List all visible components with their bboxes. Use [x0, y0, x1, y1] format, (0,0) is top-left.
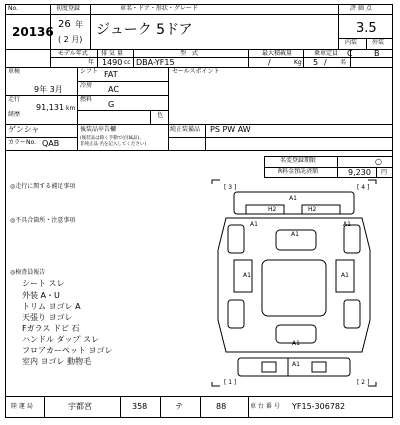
recycle-deposit-unit: 円 — [381, 169, 388, 176]
inspection-label: 車検 — [8, 68, 21, 75]
damage-mark: A1 — [292, 361, 300, 368]
land-office-label: 陸 運 局 — [11, 403, 33, 410]
damage-mark: A1 — [243, 272, 251, 279]
interior-grade: C — [347, 49, 353, 58]
report-line: トリム ヨゴレ A — [22, 302, 81, 311]
model-year-label: モデル年式 — [58, 50, 88, 57]
damage-mark: A1 — [250, 221, 258, 228]
shift-label: シフト — [80, 68, 99, 75]
color-label: 色 — [157, 112, 164, 119]
shift-value: FAT — [104, 70, 118, 79]
recycle-deposit-value: 9,230 — [348, 168, 371, 177]
chassis-label: 車 台 番 号 — [250, 403, 280, 410]
land-office-value: 宇都宮 — [68, 402, 92, 411]
report-line: フロアカーペット ヨゴレ — [22, 346, 113, 355]
selling-points-label: セールスポイント — [172, 68, 220, 75]
displacement-label: 排 気 量 — [101, 50, 123, 57]
evaluation-score: 3.5 — [356, 21, 377, 36]
svg-text:[ 1 ]: [ 1 ] — [224, 379, 237, 386]
svg-text:[ 3 ]: [ 3 ] — [224, 184, 237, 191]
inspector-report-heading: ◎検査員報告 — [10, 269, 46, 276]
load-label: 最大積載量 — [262, 50, 293, 57]
damage-mark: H2 — [268, 206, 277, 213]
lot-number: 20136 — [12, 25, 54, 39]
car-name-label: 車名・ドア・形状・グレード — [120, 5, 198, 12]
first-registration-label: 初度登録 — [56, 5, 81, 12]
exterior-label: 外装 — [372, 39, 385, 46]
no-label: No. — [8, 5, 18, 12]
supplement-heading: ◎走行に関する補足事項 — [10, 183, 76, 190]
history-label: 経歴 — [8, 111, 21, 118]
options-note-2: 非純正品 名を記入してください) — [80, 142, 147, 147]
options-label: 後装品申告欄 — [80, 126, 117, 133]
load-unit: Kg — [294, 59, 302, 66]
name-change-label: 名変登録期限 — [280, 157, 317, 164]
color-code-value: QAB — [42, 139, 60, 148]
registration-year-unit: 年 — [75, 20, 83, 29]
genuine-equipment-value: PS PW AW — [210, 125, 251, 134]
genuine-equipment-label: 純正装備品 — [170, 126, 201, 133]
plate-number-class: 358 — [132, 402, 148, 411]
displacement-value: 1490 — [102, 58, 123, 67]
report-line: 室内 ヨゴレ 動物毛 — [22, 357, 92, 366]
ac-label: 冷房 — [80, 82, 93, 89]
capacity-label: 乗車定員 — [314, 50, 339, 57]
fuel-label: 燃料 — [80, 96, 93, 103]
damage-mark: A1 — [292, 340, 300, 347]
score-label: 評 価 点 — [350, 5, 372, 12]
registration-year: 26 — [58, 19, 71, 30]
history-value: ゲンシャ — [8, 125, 40, 134]
capacity-unit: 名 — [340, 59, 347, 66]
car-name: ジューク 5ドア — [96, 22, 193, 38]
defects-heading: ◎不具合箇所・注意事項 — [10, 217, 76, 224]
report-line: Fガラス ドビ 石 — [22, 324, 80, 333]
svg-text:[ 4 ]: [ 4 ] — [357, 184, 370, 191]
recycle-deposit-label: R料金預託済額 — [278, 168, 319, 175]
mileage-value: 91,131 — [36, 103, 64, 112]
damage-mark: A1 — [341, 272, 349, 279]
ac-value: AC — [108, 85, 119, 94]
damage-mark: A1 — [343, 221, 351, 228]
plate-number: 88 — [216, 402, 227, 411]
inspection-value: 9年 3月 — [34, 85, 63, 94]
capacity-value: 5 — [313, 58, 319, 67]
damage-mark: A1 — [289, 195, 297, 202]
svg-text:[ 2 ]: [ 2 ] — [357, 379, 370, 386]
type-value: DBA-YF15 — [136, 58, 175, 67]
registration-month: ( 2 月) — [58, 35, 83, 44]
report-line: 外装 A・U — [22, 291, 60, 300]
mileage-label: 走行 — [8, 96, 21, 103]
chassis-number: YF15-306782 — [292, 402, 346, 411]
type-label: 型 式 — [180, 50, 199, 57]
model-year-suffix: 年 — [88, 59, 95, 66]
exterior-grade: B — [374, 49, 380, 58]
capacity-slash: / — [324, 58, 327, 67]
mileage-unit: km — [66, 105, 76, 112]
report-line: ハンドル ダップ スレ — [22, 335, 100, 344]
color-code-label: カラーNo. — [8, 139, 36, 146]
plate-kana: テ — [175, 402, 183, 411]
report-line: 天張り ヨゴレ — [22, 313, 73, 322]
damage-mark: A1 — [291, 231, 299, 238]
fuel-value: G — [108, 100, 115, 109]
report-line: シート スレ — [22, 279, 65, 288]
displacement-unit: cc — [124, 59, 131, 66]
options-note-1: (後装品は除く手動で(付属品)、 — [80, 136, 144, 141]
load-slash: / — [268, 58, 271, 67]
damage-mark: H2 — [308, 206, 317, 213]
name-change-value: ○ — [375, 157, 382, 166]
interior-label: 内装 — [345, 39, 358, 46]
